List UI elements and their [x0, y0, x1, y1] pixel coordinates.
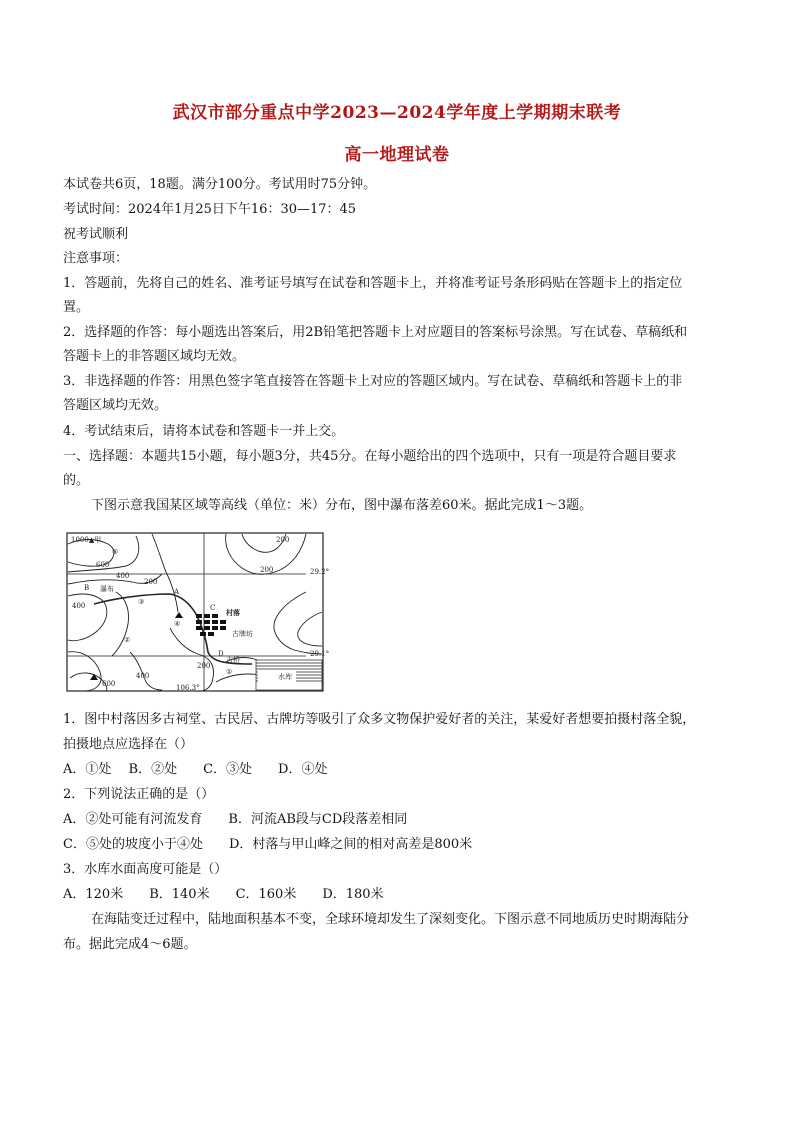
bridge-label: 古桥	[226, 656, 240, 664]
question-2-options-ab: A．②处可能有河流发育 B．河流AB段与CD段落差相同	[63, 812, 408, 827]
question-1-line-2: 拍摄地点应选择在（）	[63, 737, 194, 752]
peak-label: 1000▲甲	[71, 536, 102, 544]
contour-label: 200	[276, 536, 290, 544]
note-3-line-2: 答题区域均无效。	[63, 398, 168, 413]
site-4-label: ④	[174, 620, 181, 628]
section-heading-line-1: 一、选择题：本题共15小题，每小题3分，共45分。在每小题给出的四个选项中，只有一项是符合题目要求	[63, 449, 677, 464]
contour-label: 200	[144, 578, 158, 586]
question-1-options: A．①处 B．②处 C．③处 D．④处	[63, 762, 328, 777]
latitude-label: 29.2°	[310, 568, 330, 576]
point-C-label: C	[210, 604, 216, 612]
latitude-label: 29.1°	[310, 650, 330, 658]
notes-heading: 注意事项：	[63, 251, 129, 266]
contour-label: 200	[260, 566, 274, 574]
site-2-label: ②	[124, 636, 131, 644]
river	[94, 594, 252, 664]
exam-title: 武汉市部分重点中学2023—2024学年度上学期期末联考	[172, 103, 622, 123]
contour-label: 600	[96, 561, 110, 569]
question-group-2-lead-line-2: 布。据此完成4～6题。	[63, 937, 197, 952]
intro-line-2: 考试时间：2024年1月25日下午16：30—17：45	[63, 202, 357, 217]
question-group-lead: 下图示意我国某区域等高线（单位：米）分布，图中瀑布落差60米。据此完成1～3题。	[91, 498, 593, 513]
point-D-label: D	[218, 650, 224, 658]
contour-label: 600	[102, 680, 116, 688]
question-3-options: A．120米 B．140米 C．160米 D．180米	[63, 887, 384, 902]
exam-subtitle: 高一地理试卷	[344, 145, 450, 165]
contour-label: 400	[72, 602, 86, 610]
question-1-line-1: 1．图中村落因多古祠堂、古民居、古牌坊等吸引了众多文物保护爱好者的关注，某爱好者想要拍摄村落全貌，	[63, 712, 696, 727]
note-3-line-1: 3．非选择题的作答：用黑色签字笔直接答在答题卡上对应的答题区域内。写在试卷、草稿纸和答题卡上的非	[63, 374, 683, 389]
question-group-2-lead-line-1: 在海陆变迁过程中，陆地面积基本不变，全球环境却发生了深刻变化。下图示意不同地质历史时期海陆分	[91, 912, 690, 927]
note-1-line-2: 置。	[63, 300, 90, 315]
question-2-stem: 2．下列说法正确的是（）	[63, 787, 215, 802]
question-3-stem: 3．水库水面高度可能是（）	[63, 862, 228, 877]
contour-label: 200	[197, 662, 211, 670]
arch-label: 古牌坊	[232, 630, 253, 638]
contour-label: 400	[136, 672, 150, 680]
section-heading-line-2: 的。	[63, 473, 90, 488]
waterfall-label: 瀑布	[100, 585, 114, 593]
point-A-label: A	[174, 588, 180, 596]
village-label: 村落	[226, 608, 240, 617]
site-3-label: ③	[138, 598, 145, 606]
contour-map	[66, 532, 330, 692]
mountain-peak-icon	[175, 612, 183, 618]
point-B-label: B	[84, 584, 90, 592]
contour-label: 400	[116, 572, 130, 580]
intro-line-3: 祝考试顺利	[63, 227, 129, 242]
note-1-line-1: 1．答题前，先将自己的姓名、准考证号填写在试卷和答题卡上，并将准考证号条形码贴在答题卡上的指定位	[63, 276, 683, 291]
site-1-label: ①	[226, 668, 233, 676]
note-2-line-2: 答题卡上的非答题区域均无效。	[63, 349, 246, 364]
mountain-peak-icon	[90, 674, 98, 680]
note-2-line-1: 2．选择题的作答：每小题选出答案后，用2B铅笔把答题卡上对应题目的答案标号涂黑。写在试卷、草稿纸和	[63, 325, 688, 340]
reservoir-label: 水库	[278, 673, 292, 681]
intro-line-1: 本试卷共6页，18题。满分100分。考试用时75分钟。	[63, 177, 377, 192]
note-4: 4．考试结束后，请将本试卷和答题卡一并上交。	[63, 424, 345, 439]
question-2-options-cd: C．⑤处的坡度小于④处 D．村落与甲山峰之间的相对高差是800米	[63, 837, 473, 852]
longitude-label: 106.3°	[176, 684, 200, 692]
site-5-label: ⑤	[112, 548, 119, 556]
